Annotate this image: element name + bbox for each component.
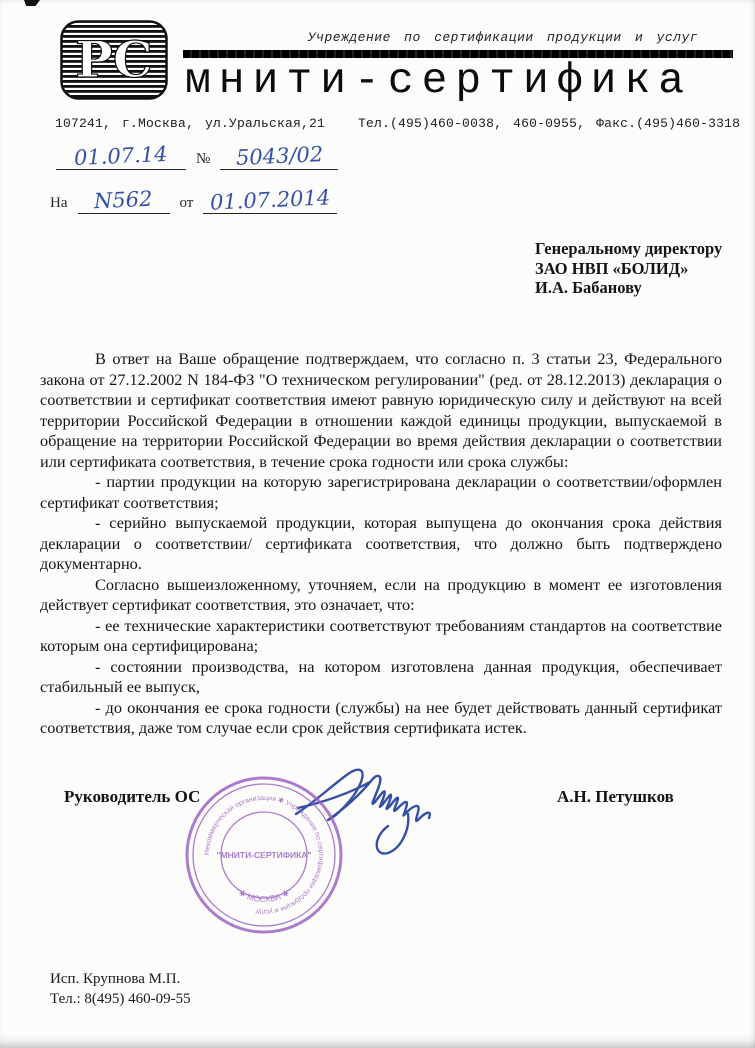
stamp-bottom-text: ✱ МОСКВА ✱ — [237, 887, 291, 905]
na-label: На — [50, 195, 68, 211]
outgoing-number-field — [220, 142, 338, 170]
letter-body — [40, 349, 722, 739]
signer-position: Руководитель ОС — [64, 787, 201, 806]
handwritten-outgoing-number: 5043/02 — [235, 142, 324, 170]
rostest-certification-mark-icon — [60, 20, 168, 100]
body-paragraph: - состоянии производства, на котором изготовлена данная продукция, обеспечивает стабильный ее выпуск, — [40, 656, 722, 696]
incoming-reference-row — [50, 185, 337, 215]
incoming-date-field — [203, 185, 337, 215]
stamp-ring-text: Некоммерческая организация ✱ Учреждение по сертификации продукции и услуг — [203, 794, 325, 916]
outgoing-reference-row — [56, 141, 338, 171]
signer-name: А.Н. Петушков — [557, 787, 674, 806]
body-paragraph: - ее технические характеристики соответствуют требованиям стандартов на соответствие которым она сертифицирована; — [40, 615, 722, 655]
recipient-line: Генеральному директору — [535, 239, 723, 258]
round-org-stamp — [184, 775, 344, 935]
body-paragraph: - серийно выпускаемой продукции, которая выпущена до окончания срока действия декларации о соответствии/ сертификата соответствия, что должно быть подтверждено документарно. — [40, 513, 722, 573]
handwritten-outgoing-date: 01.07.14 — [73, 141, 169, 171]
org-address-line: 107241, г.Москва, ул.Уральская,21 Тел.(495)460-0038, 460-0955, Факс.(495)460-3318 — [55, 116, 741, 131]
executor-phone: Тел.: 8(495) 460-09-55 — [50, 991, 191, 1007]
body-paragraph: - партии продукции на которую зарегистрирована декларации о соответствии/оформлен сертификат соответствия; — [40, 472, 722, 512]
executor-block — [50, 969, 191, 1009]
scan-corner-artifact — [24, 0, 40, 6]
body-paragraph: В ответ на Ваше обращение подтверждаем, что согласно п. 3 статьи 23, Федерального закона от 27.12.2002 N 184-ФЗ "О техническом регулировании" (ред. от 28.12.2013) декларация о соответствии и сертификат соответствия имеют равную юридическую силу и действуют на всей территории Российской Федерации в отношении каждой единицы продукции, выпускаемой в обращение на территории Российской Федерации во время действия декларации о соответствии или сертификата соответствия, в течение срока годности или срока службы: — [40, 349, 722, 471]
stamp-center-text: "МНИТИ-СЕРТИФИКА" — [216, 850, 312, 860]
handwritten-incoming-date: 01.07.2014 — [209, 185, 331, 215]
incoming-number-field — [78, 186, 170, 214]
body-paragraph: Согласно вышеизложенному, уточняем, если на продукцию в момент ее изготовления действует сертификат соответствия, это означает, что: — [40, 574, 722, 614]
handwritten-incoming-number: N562 — [93, 186, 154, 214]
ot-label: от — [179, 195, 194, 211]
outgoing-date-field — [56, 141, 186, 171]
recipient-line: И.А. Бабанову — [535, 278, 642, 297]
svg-text:✱ МОСКВА ✱ — [237, 887, 291, 904]
recipient-block — [535, 239, 722, 298]
recipient-line: ЗАО НВП «БОЛИД» — [535, 258, 689, 278]
body-paragraph: - до окончания ее срока годности (службы) на нее будет действовать данный сертификат соответствия, даже том случае если срок действия сертификата истек. — [40, 697, 722, 737]
number-sign-label: № — [196, 151, 211, 167]
org-title: мнити-сертифика — [185, 56, 693, 105]
svg-text:РС: РС — [75, 30, 153, 89]
org-tagline: Учреждение по сертификации продукции и услуг — [307, 30, 699, 45]
executor-name: Исп. Крупнова М.П. — [50, 971, 181, 987]
